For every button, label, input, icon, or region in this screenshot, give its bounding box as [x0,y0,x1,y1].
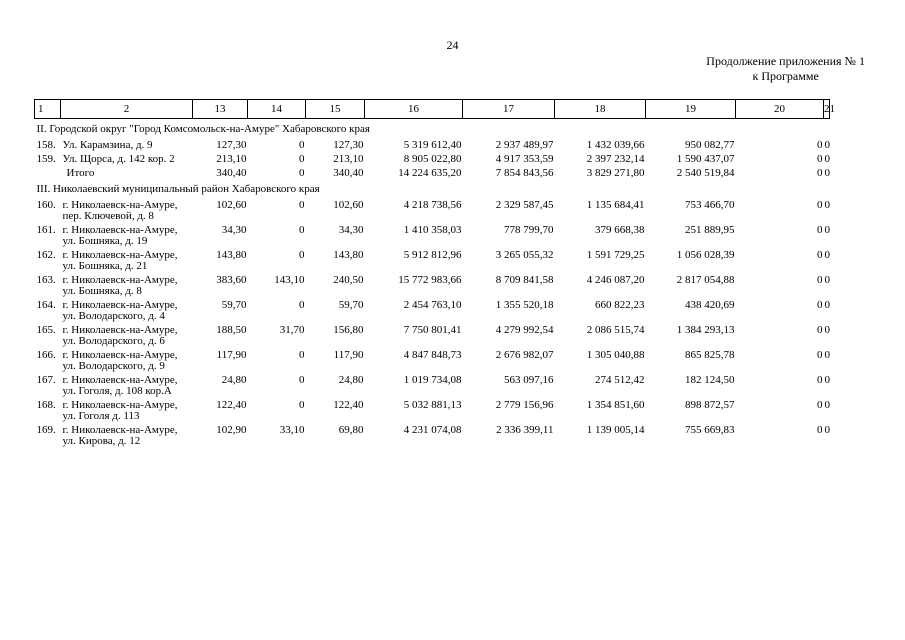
value-cell-14: 0 [299,167,305,179]
header-cell: 21 [824,100,830,119]
value-cell-14: 0 [299,224,305,236]
value-cell-13: 24,80 [221,374,247,386]
value-cell-16: 4 231 074,08 [403,424,462,436]
value-cell-16: 15 772 983,66 [398,274,462,286]
row-address: г. Николаевск-на-Амуре, ул. Володарского, д. 6 [62,324,178,347]
row-number: 159. [36,153,56,165]
header-cell: 14 [248,100,306,119]
value-cell-17: 2 676 982,07 [495,349,554,361]
row-address: Ул. Щорса, д. 142 кор. 2 [62,153,175,165]
value-cell-17: 7 854 843,56 [495,167,554,179]
value-cell-18: 1 135 684,41 [586,199,645,211]
value-cell-21: 0 [824,153,830,165]
value-cell-14: 0 [299,249,305,261]
row-number: 168. [36,399,56,411]
value-cell-19: 1 056 028,39 [676,249,735,261]
header-cell: 13 [193,100,248,119]
value-cell-17: 1 355 520,18 [495,299,554,311]
value-cell-13: 102,90 [216,424,247,436]
value-cell-20: 0 [817,349,823,361]
value-cell-19: 755 669,83 [685,424,735,436]
value-cell-13: 102,60 [216,199,247,211]
value-cell-14: 0 [299,349,305,361]
row-number: 169. [36,424,56,436]
table-row [35,372,868,397]
value-cell-15: 127,30 [333,139,364,151]
value-cell-21: 0 [824,224,830,236]
table-row [35,197,868,222]
value-cell-18: 274 512,42 [595,374,645,386]
total-label: Итого [66,167,95,179]
value-cell-19: 1 384 293,13 [676,324,735,336]
value-cell-15: 24,80 [338,374,364,386]
value-cell-21: 0 [824,374,830,386]
address-cell [35,272,193,297]
value-cell-20: 0 [817,424,823,436]
row-address: г. Николаевск-на-Амуре, ул. Бошняка, д. 19 [62,224,178,247]
value-cell-18: 1 432 039,66 [586,139,645,151]
address-cell [35,322,193,347]
row-number: 165. [36,324,56,336]
value-cell-14: 31,70 [279,324,305,336]
value-cell-21: 0 [824,274,830,286]
value-cell-13: 117,90 [216,349,247,361]
value-cell-13: 143,80 [216,249,247,261]
section-title: III. Николаевский муниципальный район Хабаровского края [36,183,320,195]
value-cell-16: 1 019 734,08 [403,374,462,386]
value-cell-18: 1 139 005,14 [586,424,645,436]
value-cell-14: 143,10 [274,274,305,286]
value-cell-20: 0 [817,299,823,311]
value-cell-21: 0 [824,249,830,261]
value-cell-17: 2 937 489,97 [495,139,554,151]
value-cell-20: 0 [817,167,823,179]
row-number: 167. [36,374,56,386]
value-cell-13: 127,30 [216,139,247,151]
value-cell-16: 1 410 358,03 [403,224,462,236]
table-row [35,397,868,422]
row-address: г. Николаевск-на-Амуре, ул. Бошняка, д. 8 [62,274,178,297]
value-cell-16: 4 847 848,73 [403,349,462,361]
table-row [35,322,868,347]
value-cell-21: 0 [824,349,830,361]
value-cell-21: 0 [824,199,830,211]
value-cell-19: 182 124,50 [685,374,735,386]
value-cell-19: 753 466,70 [685,199,735,211]
value-cell-20: 0 [817,274,823,286]
value-cell-21: 0 [824,139,830,151]
table-row [35,422,868,447]
value-cell-19: 2 817 054,88 [676,274,735,286]
header-cell: 19 [646,100,736,119]
row-number: 163. [36,274,56,286]
value-cell-16: 2 454 763,10 [403,299,462,311]
value-cell-16: 5 912 812,96 [403,249,462,261]
value-cell-14: 0 [299,139,305,151]
value-cell-17: 2 329 587,45 [495,199,554,211]
header-cell: 2 [123,102,130,115]
value-cell-18: 379 668,38 [595,224,645,236]
value-cell-20: 0 [817,224,823,236]
value-cell-14: 0 [299,374,305,386]
row-address: г. Николаевск-на-Амуре, ул. Гоголя д. 113 [62,399,178,422]
value-cell-13: 213,10 [216,153,247,165]
section-row [35,179,868,197]
address-cell [35,297,193,322]
value-cell-17: 563 097,16 [504,374,554,386]
value-cell-15: 340,40 [333,167,364,179]
row-number: 164. [36,299,56,311]
row-address: г. Николаевск-на-Амуре, пер. Ключевой, д. 8 [62,199,178,222]
value-cell-20: 0 [817,249,823,261]
value-cell-15: 240,50 [333,274,364,286]
address-cell [35,137,193,151]
value-cell-18: 4 246 087,20 [586,274,645,286]
value-cell-15: 34,30 [338,224,364,236]
table-row [35,137,868,151]
address-cell [35,372,193,397]
value-cell-13: 340,40 [216,167,247,179]
value-cell-15: 69,80 [338,424,364,436]
value-cell-21: 0 [824,424,830,436]
value-cell-16: 7 750 801,41 [403,324,462,336]
value-cell-19: 898 872,57 [685,399,735,411]
value-cell-17: 2 779 156,96 [495,399,554,411]
value-cell-20: 0 [817,139,823,151]
header-cell: 20 [736,100,824,119]
value-cell-15: 102,60 [333,199,364,211]
value-cell-21: 0 [824,167,830,179]
value-cell-13: 188,50 [216,324,247,336]
continuation-note [706,54,865,84]
table-row [35,222,868,247]
address-cell [35,247,193,272]
value-cell-16: 8 905 022,80 [403,153,462,165]
value-cell-14: 0 [299,299,305,311]
row-address: г. Николаевск-на-Амуре, ул. Кирова, д. 12 [62,424,178,447]
total-row [35,165,868,179]
value-cell-16: 5 032 881,13 [403,399,462,411]
value-cell-16: 4 218 738,56 [403,199,462,211]
address-cell [35,197,193,222]
address-cell [35,222,193,247]
value-cell-19: 438 420,69 [685,299,735,311]
value-cell-20: 0 [817,199,823,211]
table-row [35,151,868,165]
value-cell-18: 3 829 271,80 [586,167,645,179]
value-cell-19: 950 082,77 [685,139,735,151]
header-row [35,100,868,119]
continuation-line-2: к Программе [752,69,819,83]
value-cell-15: 213,10 [333,153,364,165]
appendix-table [34,99,868,447]
value-cell-20: 0 [817,399,823,411]
value-cell-16: 14 224 635,20 [398,167,462,179]
value-cell-13: 34,30 [221,224,247,236]
value-cell-18: 660 822,23 [595,299,645,311]
header-cell: 15 [306,100,365,119]
value-cell-19: 251 889,95 [685,224,735,236]
row-address: г. Николаевск-на-Амуре, ул. Бошняка, д. 21 [62,249,178,272]
value-cell-15: 117,90 [333,349,364,361]
row-number: 162. [36,249,56,261]
value-cell-14: 0 [299,399,305,411]
table-row [35,347,868,372]
header-cell: 17 [463,100,555,119]
value-cell-17: 2 336 399,11 [496,424,554,436]
value-cell-14: 0 [299,199,305,211]
table-row [35,247,868,272]
address-cell [35,397,193,422]
row-address: Ул. Карамзина, д. 9 [62,139,153,151]
address-cell [35,422,193,447]
value-cell-18: 2 086 515,74 [586,324,645,336]
value-cell-15: 156,80 [333,324,364,336]
section-title: II. Городской округ "Город Комсомольск-на-Амуре" Хабаровского края [36,123,370,135]
value-cell-20: 0 [817,374,823,386]
value-cell-18: 2 397 232,14 [586,153,645,165]
value-cell-20: 0 [817,153,823,165]
value-cell-18: 1 305 040,88 [586,349,645,361]
header-cell: 1 [35,100,61,118]
value-cell-15: 122,40 [333,399,364,411]
table-row [35,297,868,322]
value-cell-19: 865 825,78 [685,349,735,361]
row-number: 161. [36,224,56,236]
value-cell-16: 5 319 612,40 [403,139,462,151]
value-cell-20: 0 [817,324,823,336]
value-cell-19: 1 590 437,07 [676,153,735,165]
value-cell-21: 0 [824,399,830,411]
section-row [35,119,868,138]
continuation-line-1: Продолжение приложения № 1 [706,54,865,68]
row-address: г. Николаевск-на-Амуре, ул. Гоголя, д. 108 кор.А [62,374,178,397]
value-cell-13: 59,70 [221,299,247,311]
value-cell-13: 122,40 [216,399,247,411]
value-cell-15: 143,80 [333,249,364,261]
address-cell [35,165,193,179]
row-number: 158. [36,139,56,151]
value-cell-17: 8 709 841,58 [495,274,554,286]
row-address: г. Николаевск-на-Амуре, ул. Володарского, д. 9 [62,349,178,372]
header-cell: 16 [365,100,463,119]
value-cell-13: 383,60 [216,274,247,286]
address-cell [35,347,193,372]
row-number: 160. [36,199,56,211]
header-cell: 18 [555,100,646,119]
value-cell-17: 4 279 992,54 [495,324,554,336]
table-row [35,272,868,297]
value-cell-14: 33,10 [279,424,305,436]
value-cell-21: 0 [824,299,830,311]
value-cell-17: 778 799,70 [504,224,554,236]
value-cell-18: 1 591 729,25 [586,249,645,261]
row-address: г. Николаевск-на-Амуре, ул. Володарского, д. 4 [62,299,178,322]
page-number: 24 [446,38,459,52]
value-cell-17: 4 917 353,59 [495,153,554,165]
value-cell-14: 0 [299,153,305,165]
row-number: 166. [36,349,56,361]
value-cell-18: 1 354 851,60 [586,399,645,411]
value-cell-19: 2 540 519,84 [676,167,735,179]
address-cell [35,151,193,165]
value-cell-21: 0 [824,324,830,336]
header-cell-1-2 [35,100,193,119]
value-cell-17: 3 265 055,32 [495,249,554,261]
value-cell-15: 59,70 [338,299,364,311]
